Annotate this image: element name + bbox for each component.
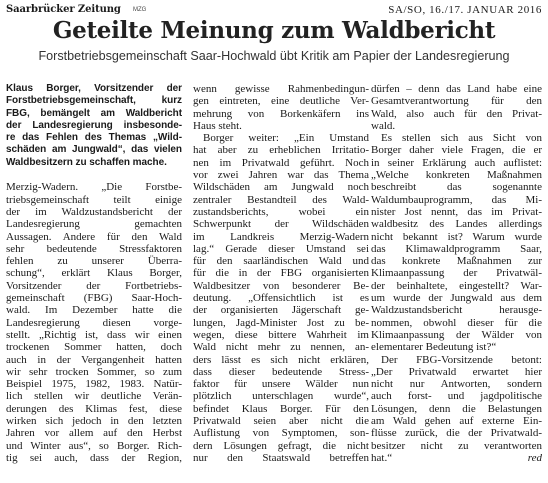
text-line: Gesamtverantwortung für den (371, 95, 542, 108)
text-line: Aussagen. Andere für den Wald (6, 230, 182, 243)
text-line: Klaus Borger, Vorsitzender der (6, 83, 182, 94)
masthead (6, 4, 542, 18)
text-line: der organisierten Jägerschaft ge- (193, 304, 369, 317)
text-line: am Wald gehen auf externe Ein- (371, 415, 542, 428)
text-line: flüsse zurück, die der Privatwald- (371, 427, 542, 440)
text-line: Wildschäden am Jungwald noch (193, 181, 369, 194)
text-line: beschreibt das sogenannte (371, 181, 542, 194)
text-line: in seiner Erklärung auch auflistet: (371, 156, 542, 169)
text-line: Landesregierung diesen vorge- (6, 316, 182, 329)
text-line: der im Waldzustandsbericht der (6, 205, 182, 218)
text-line: dern Lösungen gefragt, die nicht (193, 439, 369, 452)
text-line: wald. Im Dezember hatte die (6, 304, 182, 317)
text-line: nister Jost nennt, das im Privat- (371, 205, 542, 218)
text-line: auch forst- und jagdpolitische (371, 390, 542, 403)
text-line: nommen, obwohl dieser für die (371, 316, 542, 329)
text-line: für den saarländischen Wald und (193, 255, 369, 268)
text-line: FBG, bemängelt am Waldbericht (6, 107, 182, 119)
text-line: Der FBG-Vorsitzende betont: (381, 353, 542, 366)
article-headline: Geteilte Meinung zum Waldbericht (52, 17, 496, 44)
text-line: besitzer nicht zu verantworten (371, 439, 542, 452)
text-line: mehrung von Borkenkäfern ins (193, 107, 369, 120)
text-line: faktor für unsere Wälder nun (193, 378, 369, 391)
text-line: nen im Privatwald geführt. Noch (193, 156, 369, 169)
article-column-1 (6, 83, 182, 464)
text-line: lungen, Jagd-Minister Jost zu be- (193, 316, 369, 329)
text-line: Waldumbauprogramm, das Mi- (371, 193, 542, 206)
issue-date: SA/SO, 16./17. JANUAR 2016 (388, 4, 542, 16)
newspaper-name: Saarbrücker Zeitung (6, 4, 121, 15)
text-line: Wald, also auch für den Privat- (371, 107, 542, 120)
text-line: zustandsberichts, wobei ein (193, 205, 369, 218)
text-line: lich stellen wir deutliche Verän- (6, 390, 182, 403)
text-line: nur den Staatswald betreffen (193, 451, 369, 464)
text-line: dürfen – denn das Land habe eine (371, 83, 542, 95)
text-line: trockenen Sommer hatten, doch (6, 341, 182, 354)
article-subheadline: Forstbetriebsgemeinschaft Saar-Hochwald übt Kritik am Papier der Landesregierung (38, 49, 510, 63)
text-line: hat aber zu erheblichen Irritatio- (193, 144, 369, 157)
text-line: das konkrete Maßnahmen zur (371, 255, 542, 268)
text-line: nicht bekannt ist? Warum wurde (371, 230, 542, 243)
text-line: der Landesregierung insbesonde- (6, 119, 182, 131)
edition-tag: MZG (133, 7, 147, 13)
text-line: elementarer Bedeutung ist?“ (371, 341, 497, 354)
text-line: lag.“ Gerade dieser Umstand sei (193, 242, 369, 255)
text-line: wegen, diese bittere Wahrheit im (193, 328, 369, 341)
text-line: Lösungen, denn die Belastungen (371, 402, 542, 415)
text-line: gemeinschaft (FBG) Saar-Hoch- (6, 292, 182, 305)
text-line: plötzlich unterschlagen wurde“, (193, 390, 369, 403)
text-line: nicht nur Antworten, sondern (371, 378, 542, 391)
text-line: Beispiel 1975, 1982, 1983. Natür- (6, 378, 182, 391)
text-line: gen eintreten, eine deutliche Ver- (193, 95, 369, 108)
text-line: ders lässt es sich nicht erklären, (193, 353, 369, 366)
text-line: Waldzustandsbericht herausge- (371, 304, 542, 317)
text-line: Waldbesitzern zu schaffen mache. (6, 156, 167, 168)
text-line: Es stellen sich aus Sicht von (381, 132, 542, 145)
article-column-3 (371, 83, 542, 464)
text-line: wald. (371, 119, 396, 132)
text-line: Privatwald seien aber nicht die (193, 415, 369, 428)
text-line: stellt. „Richtig ist, dass wir einen (6, 328, 182, 341)
text-line: wir sehr trocken Sommer, so zum (6, 365, 182, 378)
text-line: deutung. „Offensichtlich ist es (193, 292, 369, 305)
text-line: derungen des Klimas fest, diese (6, 402, 182, 415)
text-line: „Der Privatwald erwartet hier (371, 365, 542, 378)
text-line: wirken sich jedoch in den letzten (6, 415, 182, 428)
text-line: um wurde der Jungwald aus dem (371, 292, 542, 305)
text-line: der beinhaltete, eingestellt? War- (371, 279, 542, 292)
text-line: Vorsitzender der Fortbetriebs- (6, 279, 182, 292)
text-line: schung“, erklärt Klaus Borger, (6, 267, 182, 280)
author-initials: red (527, 451, 542, 464)
text-line: dass dieser bedeutende Stress- (193, 365, 369, 378)
text-line: das Klimawaldprogramm Saar, (371, 242, 542, 255)
text-line: Wald nicht mehr zu nennen, an- (193, 341, 369, 354)
text-line: waldbesitz des Landes allerdings (371, 218, 542, 231)
text-line: Landesregierung gemachten (6, 218, 182, 231)
text-line: auch in der Vergangenheit hatten (6, 353, 182, 366)
text-line: triebsgemeinschaft teilt einige (6, 193, 182, 206)
text-line: Klimaanpassung der Wälder von (371, 328, 542, 341)
text-line: tig sei auch, dass der Region, (6, 451, 182, 464)
text-line: Borger daher viele Fragen, die er (371, 144, 542, 157)
text-line: Merzig-Wadern. „Die Forstbe- (6, 181, 182, 194)
text-line: im Landkreis Merzig-Wadern (193, 230, 369, 243)
text-line: Borger weiter: „Ein Umstand (203, 132, 369, 145)
text-line: Waldbesitzer von besonderer Be- (193, 279, 369, 292)
text-line: wenn gewisse Rahmenbedingun- (193, 83, 369, 95)
text-line: Schwerpunkt der Wildschäden (193, 218, 369, 231)
text-line: schäden am Jungwald“, das vielen (6, 144, 182, 156)
text-line: Haus steht. (193, 119, 242, 132)
text-line (6, 169, 182, 181)
text-line: Forstbetriebsgemeinschaft, kurz (6, 95, 182, 107)
text-line: re das Fehlen des Themas „Wild- (6, 132, 182, 144)
text-line: fehlen zu unserer Überra- (6, 255, 182, 268)
text-line: und Winter aus“, so Borger. Rich- (6, 439, 182, 452)
text-line: Klimaanpassung der Privatwäl- (371, 267, 542, 280)
text-line: hat.“ red (371, 451, 542, 464)
text-line: zentraler Bestandteil des Wald- (193, 193, 369, 206)
text-line: Auflistung von Symptomen, son- (193, 427, 369, 440)
text-line: sehr bedeutende Stressfaktoren (6, 242, 182, 255)
text-line: für die in der FBG organisierten (193, 267, 369, 280)
article-column-2 (193, 83, 369, 464)
text-line: befindet Klaus Borger. Für den (193, 402, 369, 415)
text-line: „Welche konkreten Maßnahmen (371, 169, 542, 182)
text-line: Jahren vor allem auf den Herbst (6, 427, 182, 440)
text-line: vor zwei Jahren war das Thema (193, 169, 369, 182)
